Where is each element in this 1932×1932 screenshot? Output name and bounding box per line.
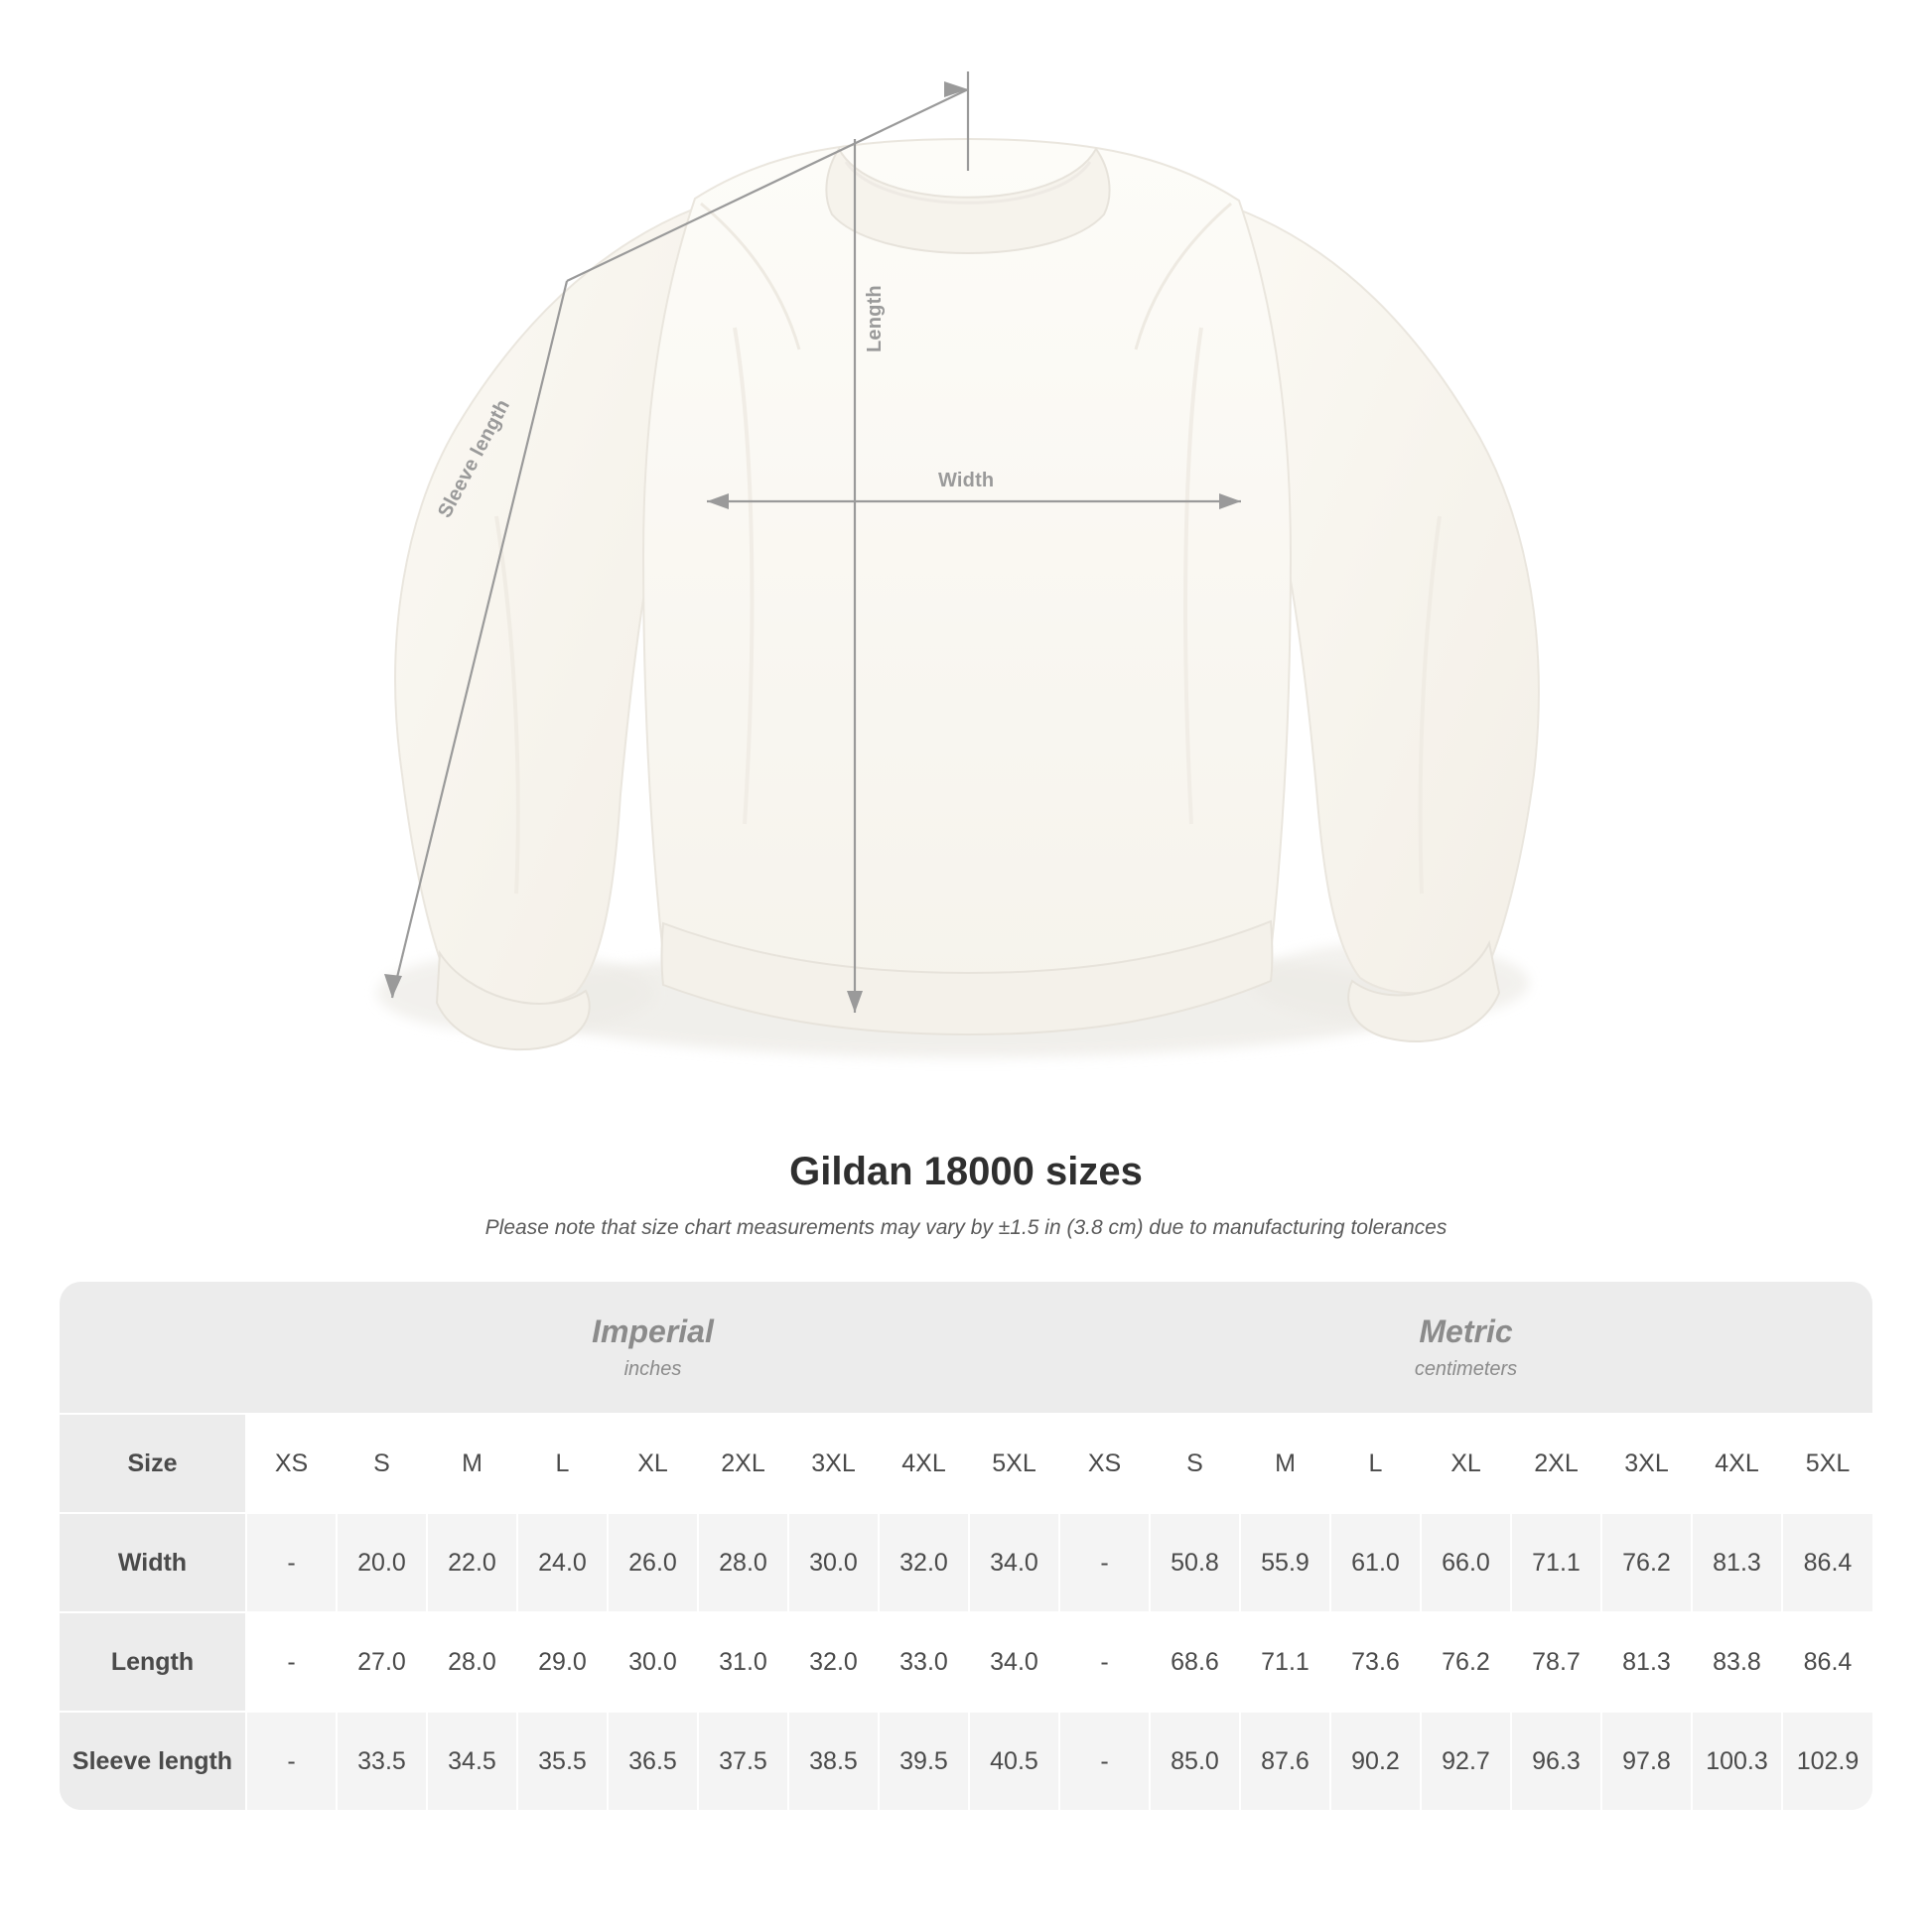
unit-header-imperial [246,1282,1059,1414]
row-label-length: Length [60,1612,246,1712]
cell-sleeve-length-xs-metric: - [1059,1712,1150,1810]
cell-length-4xl-metric: 83.8 [1692,1612,1782,1712]
cell-width-4xl-metric: 81.3 [1692,1513,1782,1612]
cell-sleeve-length-3xl-imperial: 38.5 [788,1712,879,1810]
cell-width-l-imperial: 24.0 [517,1513,608,1612]
size-column-header: Size [60,1414,246,1513]
page-title: Gildan 18000 sizes [789,1150,1143,1193]
table-row [60,1712,1872,1810]
unit-header-spacer [60,1282,246,1414]
cell-width-m-metric: 55.9 [1240,1513,1330,1612]
cell-length-m-metric: 71.1 [1240,1612,1330,1712]
cell-width-l-metric: 61.0 [1330,1513,1421,1612]
size-column-4xl-metric: 4XL [1692,1414,1782,1513]
cell-width-5xl-metric: 86.4 [1782,1513,1872,1612]
cell-sleeve-length-2xl-metric: 96.3 [1511,1712,1601,1810]
cell-sleeve-length-xl-metric: 92.7 [1421,1712,1511,1810]
cell-sleeve-length-4xl-metric: 100.3 [1692,1712,1782,1810]
cell-sleeve-length-4xl-imperial: 39.5 [879,1712,969,1810]
cell-width-xl-metric: 66.0 [1421,1513,1511,1612]
cell-sleeve-length-l-metric: 90.2 [1330,1712,1421,1810]
size-column-m-imperial: M [427,1414,517,1513]
cell-sleeve-length-5xl-metric: 102.9 [1782,1712,1872,1810]
cell-sleeve-length-xs-imperial: - [246,1712,337,1810]
cell-length-3xl-imperial: 32.0 [788,1612,879,1712]
cell-sleeve-length-s-imperial: 33.5 [337,1712,427,1810]
cell-width-2xl-metric: 71.1 [1511,1513,1601,1612]
cell-sleeve-length-l-imperial: 35.5 [517,1712,608,1810]
length-dimension-label: Length [864,285,886,352]
cell-length-5xl-imperial: 34.0 [969,1612,1059,1712]
unit-name: Metric [1419,1313,1513,1349]
cell-sleeve-length-5xl-imperial: 40.5 [969,1712,1059,1810]
size-column-xl-imperial: XL [608,1414,698,1513]
size-column-3xl-imperial: 3XL [788,1414,879,1513]
cell-width-3xl-imperial: 30.0 [788,1513,879,1612]
cell-sleeve-length-xl-imperial: 36.5 [608,1712,698,1810]
cell-width-xs-metric: - [1059,1513,1150,1612]
cell-length-2xl-metric: 78.7 [1511,1612,1601,1712]
size-header-row [60,1414,1872,1513]
unit-header-row [60,1282,1872,1414]
size-column-xl-metric: XL [1421,1414,1511,1513]
cell-sleeve-length-m-metric: 87.6 [1240,1712,1330,1810]
cell-length-m-imperial: 28.0 [427,1612,517,1712]
size-column-l-metric: L [1330,1414,1421,1513]
cell-sleeve-length-m-imperial: 34.5 [427,1712,517,1810]
table-row [60,1513,1872,1612]
cell-length-xs-imperial: - [246,1612,337,1712]
cell-width-5xl-imperial: 34.0 [969,1513,1059,1612]
size-column-2xl-metric: 2XL [1511,1414,1601,1513]
cell-width-xl-imperial: 26.0 [608,1513,698,1612]
unit-subtitle: inches [623,1358,682,1380]
size-column-5xl-metric: 5XL [1782,1414,1872,1513]
cell-length-2xl-imperial: 31.0 [698,1612,788,1712]
unit-name: Imperial [592,1313,714,1349]
sleeve-length-dimension-label: Sleeve length [434,395,515,522]
size-column-2xl-imperial: 2XL [698,1414,788,1513]
cell-sleeve-length-s-metric: 85.0 [1150,1712,1240,1810]
cell-length-s-metric: 68.6 [1150,1612,1240,1712]
size-column-5xl-imperial: 5XL [969,1414,1059,1513]
table-row [60,1612,1872,1712]
row-label-width: Width [60,1513,246,1612]
size-column-3xl-metric: 3XL [1601,1414,1692,1513]
cell-length-4xl-imperial: 33.0 [879,1612,969,1712]
size-chart-table [60,1282,1872,1810]
size-column-m-metric: M [1240,1414,1330,1513]
size-column-l-imperial: L [517,1414,608,1513]
size-chart-table-wrapper [60,1282,1872,1810]
size-column-4xl-imperial: 4XL [879,1414,969,1513]
size-column-xs-metric: XS [1059,1414,1150,1513]
cell-width-m-imperial: 22.0 [427,1513,517,1612]
row-label-sleeve-length: Sleeve length [60,1712,246,1810]
unit-header-metric [1059,1282,1872,1414]
cell-sleeve-length-2xl-imperial: 37.5 [698,1712,788,1810]
cell-length-3xl-metric: 81.3 [1601,1612,1692,1712]
cell-width-s-imperial: 20.0 [337,1513,427,1612]
cell-length-xs-metric: - [1059,1612,1150,1712]
size-column-s-metric: S [1150,1414,1240,1513]
cell-length-l-metric: 73.6 [1330,1612,1421,1712]
cell-width-xs-imperial: - [246,1513,337,1612]
cell-length-5xl-metric: 86.4 [1782,1612,1872,1712]
cell-length-s-imperial: 27.0 [337,1612,427,1712]
cell-length-l-imperial: 29.0 [517,1612,608,1712]
width-dimension-label: Width [938,470,995,491]
cell-width-s-metric: 50.8 [1150,1513,1240,1612]
size-column-s-imperial: S [337,1414,427,1513]
cell-width-4xl-imperial: 32.0 [879,1513,969,1612]
unit-subtitle: centimeters [1414,1358,1518,1380]
cell-width-2xl-imperial: 28.0 [698,1513,788,1612]
size-column-xs-imperial: XS [246,1414,337,1513]
cell-sleeve-length-3xl-metric: 97.8 [1601,1712,1692,1810]
cell-width-3xl-metric: 76.2 [1601,1513,1692,1612]
tolerance-note: Please note that size chart measurements may vary by ±1.5 in (3.8 cm) due to manufacturing tolerances [484,1216,1448,1239]
cell-length-xl-metric: 76.2 [1421,1612,1511,1712]
cell-length-xl-imperial: 30.0 [608,1612,698,1712]
